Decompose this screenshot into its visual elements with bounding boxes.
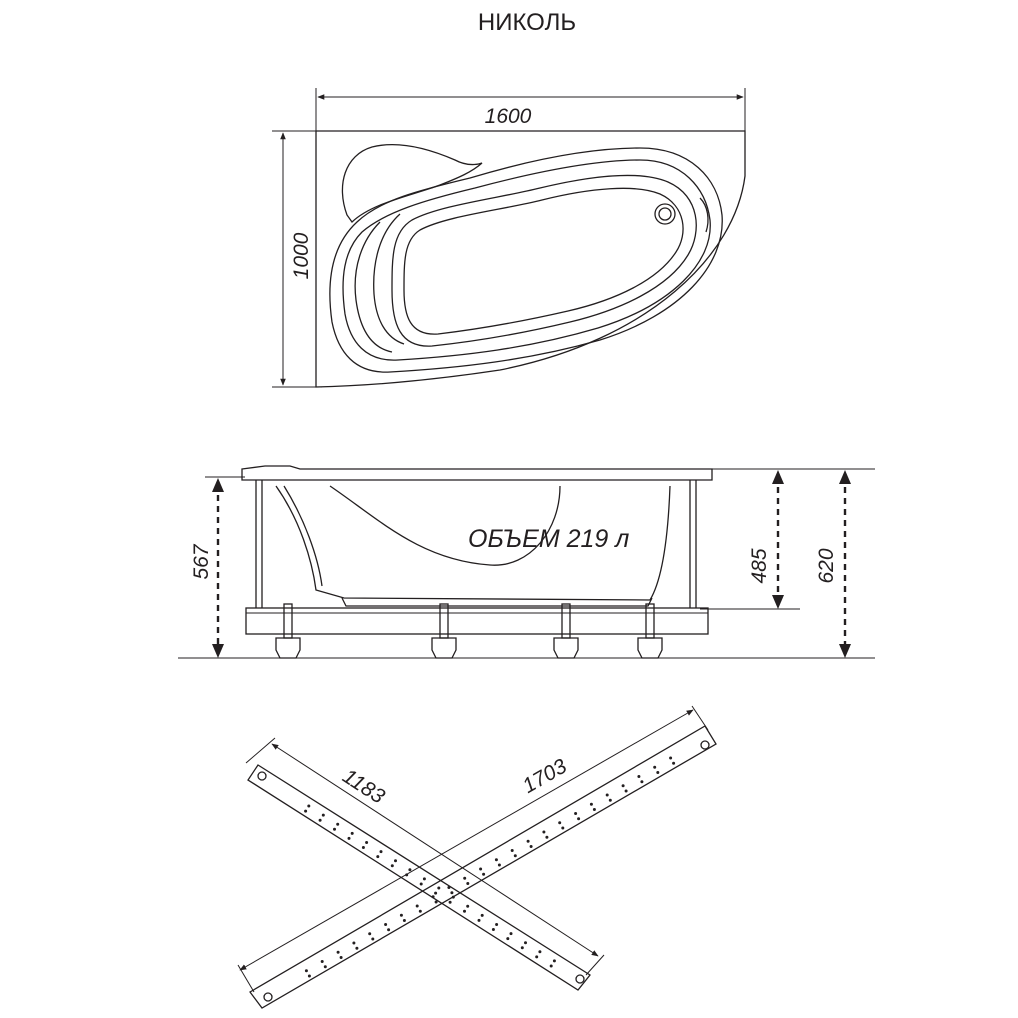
rail-hole bbox=[478, 919, 481, 922]
total-height-arrow-top bbox=[839, 470, 851, 484]
depth-label: 1000 bbox=[290, 232, 313, 280]
rail-hole bbox=[495, 923, 498, 926]
headrest bbox=[342, 145, 482, 222]
rail-hole bbox=[423, 877, 426, 880]
rail-hole bbox=[434, 892, 437, 895]
total-height-label: 620 bbox=[815, 548, 838, 584]
rail-hole bbox=[524, 941, 527, 944]
rail-hole bbox=[558, 821, 561, 824]
long-rail-extension-b bbox=[692, 706, 708, 730]
foot-4 bbox=[638, 604, 662, 658]
rail-hole bbox=[437, 887, 440, 890]
foot-3 bbox=[554, 604, 578, 658]
drain-icon bbox=[655, 204, 675, 224]
rail-hole bbox=[530, 845, 533, 848]
rail-hole bbox=[351, 832, 354, 835]
rail-hole bbox=[322, 814, 325, 817]
foot-2 bbox=[432, 604, 456, 658]
rail-hole bbox=[535, 955, 538, 958]
long-rail bbox=[250, 726, 716, 1008]
rail-hole bbox=[542, 831, 545, 834]
rail-hole bbox=[304, 810, 307, 813]
rim-inner-line bbox=[343, 160, 710, 360]
rail-hole bbox=[492, 928, 495, 931]
rail-hole bbox=[362, 846, 365, 849]
rail-hole bbox=[481, 914, 484, 917]
long-rail-label: 1703 bbox=[518, 754, 571, 799]
left-height-label: 567 bbox=[190, 544, 213, 580]
frame-rail bbox=[246, 608, 708, 634]
long-rail-extension-a bbox=[238, 965, 254, 992]
short-rail-label: 1183 bbox=[338, 764, 389, 809]
rail-hole bbox=[498, 864, 501, 867]
rail-hole bbox=[637, 775, 640, 778]
rail-hole bbox=[337, 951, 340, 954]
rail-hole bbox=[355, 947, 358, 950]
rail-hole bbox=[577, 817, 580, 820]
rail-hole bbox=[391, 864, 394, 867]
rail-hole bbox=[466, 905, 469, 908]
drawing-title: НИКОЛЬ bbox=[477, 9, 577, 36]
rail-hole bbox=[305, 969, 308, 972]
rail-hole bbox=[653, 766, 656, 769]
rail-hole bbox=[308, 975, 311, 978]
rail-hole bbox=[609, 799, 612, 802]
rail-hole bbox=[420, 883, 423, 886]
rail-hole bbox=[550, 965, 553, 968]
rail-hole bbox=[376, 855, 379, 858]
rail-hole bbox=[403, 919, 406, 922]
rail-hole bbox=[336, 823, 339, 826]
rail-hole bbox=[574, 812, 577, 815]
rail-hole bbox=[447, 886, 450, 889]
rail-hole bbox=[514, 854, 517, 857]
rail-hole bbox=[319, 819, 322, 822]
rail-hole bbox=[606, 794, 609, 797]
rail-hole bbox=[521, 946, 524, 949]
foot-1 bbox=[276, 604, 300, 658]
rail-hole bbox=[479, 868, 482, 871]
rail-hole bbox=[324, 965, 327, 968]
rail-hole bbox=[510, 932, 513, 935]
rail-hole bbox=[545, 836, 548, 839]
rail-hole bbox=[450, 891, 453, 894]
rail-hole bbox=[371, 938, 374, 941]
rail-hole bbox=[368, 932, 371, 935]
frame-view bbox=[238, 706, 716, 1008]
rail-hole bbox=[365, 841, 368, 844]
rail-hole bbox=[622, 784, 625, 787]
rail-hole bbox=[387, 928, 390, 931]
tub-outline bbox=[316, 131, 745, 387]
rail-hole bbox=[656, 771, 659, 774]
long-rail-dimension-line bbox=[240, 710, 693, 970]
rail-hole bbox=[408, 868, 411, 871]
rail-hole bbox=[307, 805, 310, 808]
rail-hole bbox=[511, 849, 514, 852]
inner-height-arrow-top bbox=[772, 470, 784, 484]
basin bbox=[392, 175, 696, 346]
short-rail-extension-b bbox=[586, 955, 604, 975]
rail-hole bbox=[394, 859, 397, 862]
rail-hole bbox=[593, 808, 596, 811]
plan-view bbox=[272, 88, 745, 387]
rail-hole bbox=[400, 914, 403, 917]
rail-hole bbox=[348, 837, 351, 840]
rail-hole bbox=[380, 850, 383, 853]
drain-inner-icon bbox=[659, 208, 671, 220]
rail-hole bbox=[672, 762, 675, 765]
rail-hole bbox=[553, 959, 556, 962]
rail-hole bbox=[432, 895, 435, 898]
short-rail-holes bbox=[304, 805, 556, 968]
rail-hole bbox=[590, 803, 593, 806]
inner-height-label: 485 bbox=[748, 548, 771, 584]
left-height-arrow-bottom bbox=[212, 644, 224, 658]
basin-inner bbox=[404, 188, 683, 334]
rail-hole bbox=[435, 901, 438, 904]
overflow-icon bbox=[700, 198, 708, 232]
rail-hole bbox=[466, 882, 469, 885]
rail-hole bbox=[463, 877, 466, 880]
volume-label: ОБЪЕМ 219 л bbox=[468, 525, 630, 553]
rail-hole bbox=[340, 956, 343, 959]
rail-hole bbox=[482, 873, 485, 876]
width-label: 1600 bbox=[484, 105, 532, 128]
tub-rim bbox=[242, 466, 712, 480]
rail-hole bbox=[625, 790, 628, 793]
inner-height-arrow-bottom bbox=[772, 595, 784, 609]
rail-hole bbox=[506, 937, 509, 940]
short-rail-extension-a bbox=[246, 738, 275, 763]
rim-outer bbox=[330, 148, 722, 372]
rail-hole bbox=[640, 780, 643, 783]
rail-hole bbox=[416, 905, 419, 908]
rail-hole bbox=[419, 910, 422, 913]
rail-hole bbox=[463, 910, 466, 913]
rail-hole bbox=[333, 828, 336, 831]
rail-hole bbox=[669, 757, 672, 760]
rail-hole bbox=[352, 942, 355, 945]
tub-shell-inner bbox=[284, 486, 322, 586]
left-height-arrow-top bbox=[212, 478, 224, 492]
rail-hole bbox=[495, 858, 498, 861]
rail-hole bbox=[405, 873, 408, 876]
rail-hole bbox=[561, 827, 564, 830]
rail-hole bbox=[538, 950, 541, 953]
rail-hole bbox=[449, 901, 452, 904]
rail-hole bbox=[452, 896, 455, 899]
rail-hole bbox=[321, 960, 324, 963]
total-height-arrow-bottom bbox=[839, 644, 851, 658]
rail-hole bbox=[527, 840, 530, 843]
side-view bbox=[178, 466, 875, 658]
rail-hole bbox=[384, 923, 387, 926]
